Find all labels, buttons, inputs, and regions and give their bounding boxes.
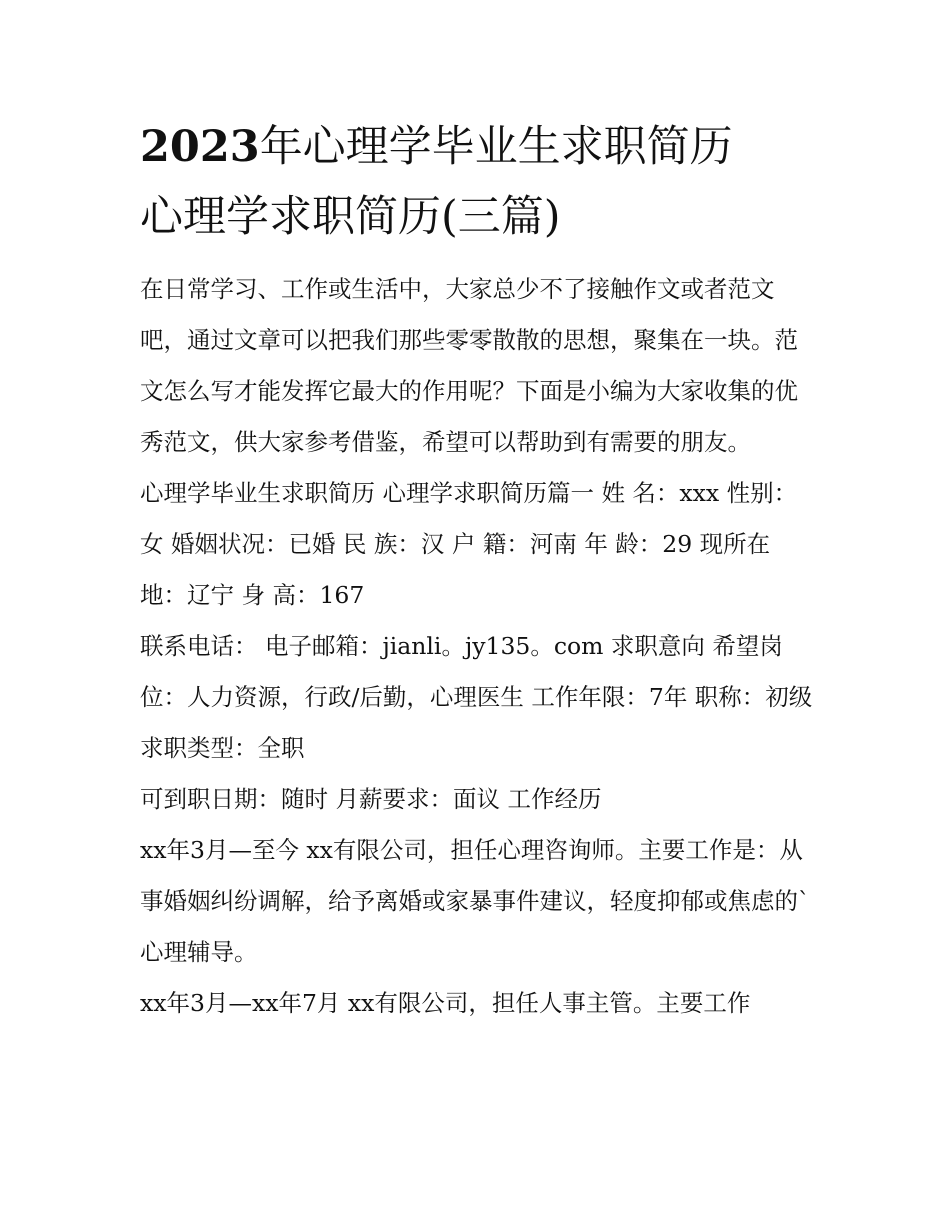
work-experience-2: xx年3月—xx年7月 xx有限公司，担任人事主管。主要工作 — [140, 989, 751, 1017]
title-line-1 — [140, 112, 815, 182]
document-title — [140, 112, 815, 252]
title-line-1-text: 年心理学毕业生求职简历 — [259, 122, 733, 172]
title-line-2: 心理学求职简历(三篇) — [140, 192, 561, 242]
work-experience-1: xx年3月—至今 xx有限公司，担任心理咨询师。主要工作是：从事婚姻纠纷调解，给予离婚或家暴事件建议，轻度抑郁或焦虑的`心理辅导。 — [140, 836, 810, 966]
availability-paragraph: 可到职日期：随时 月薪要求：面议 工作经历 — [140, 785, 602, 813]
intro-paragraph: 在日常学习、工作或生活中，大家总少不了接触作文或者范文吧，通过文章可以把我们那些零零散散的思想，聚集在一块。范文怎么写才能发挥它最大的作用呢？下面是小编为大家收集的优秀范文，供大家参考借鉴，希望可以帮助到有需要的朋友。 — [140, 275, 798, 456]
document-page — [140, 112, 815, 1029]
title-year: 2023 — [140, 122, 260, 172]
contact-intent-paragraph: 联系电话： 电子邮箱：jianli。jy135。com 求职意向 希望岗位：人力资源，行政/后勤，心理医生 工作年限：7年 职称：初级 求职类型：全职 — [140, 632, 813, 762]
personal-info-paragraph: 心理学毕业生求职简历 心理学求职简历篇一 姓 名：xxx 性别：女 婚姻状况：已婚 民 族：汉 户 籍：河南 年 龄：29 现所在地：辽宁 身 高：167 — [140, 479, 798, 609]
